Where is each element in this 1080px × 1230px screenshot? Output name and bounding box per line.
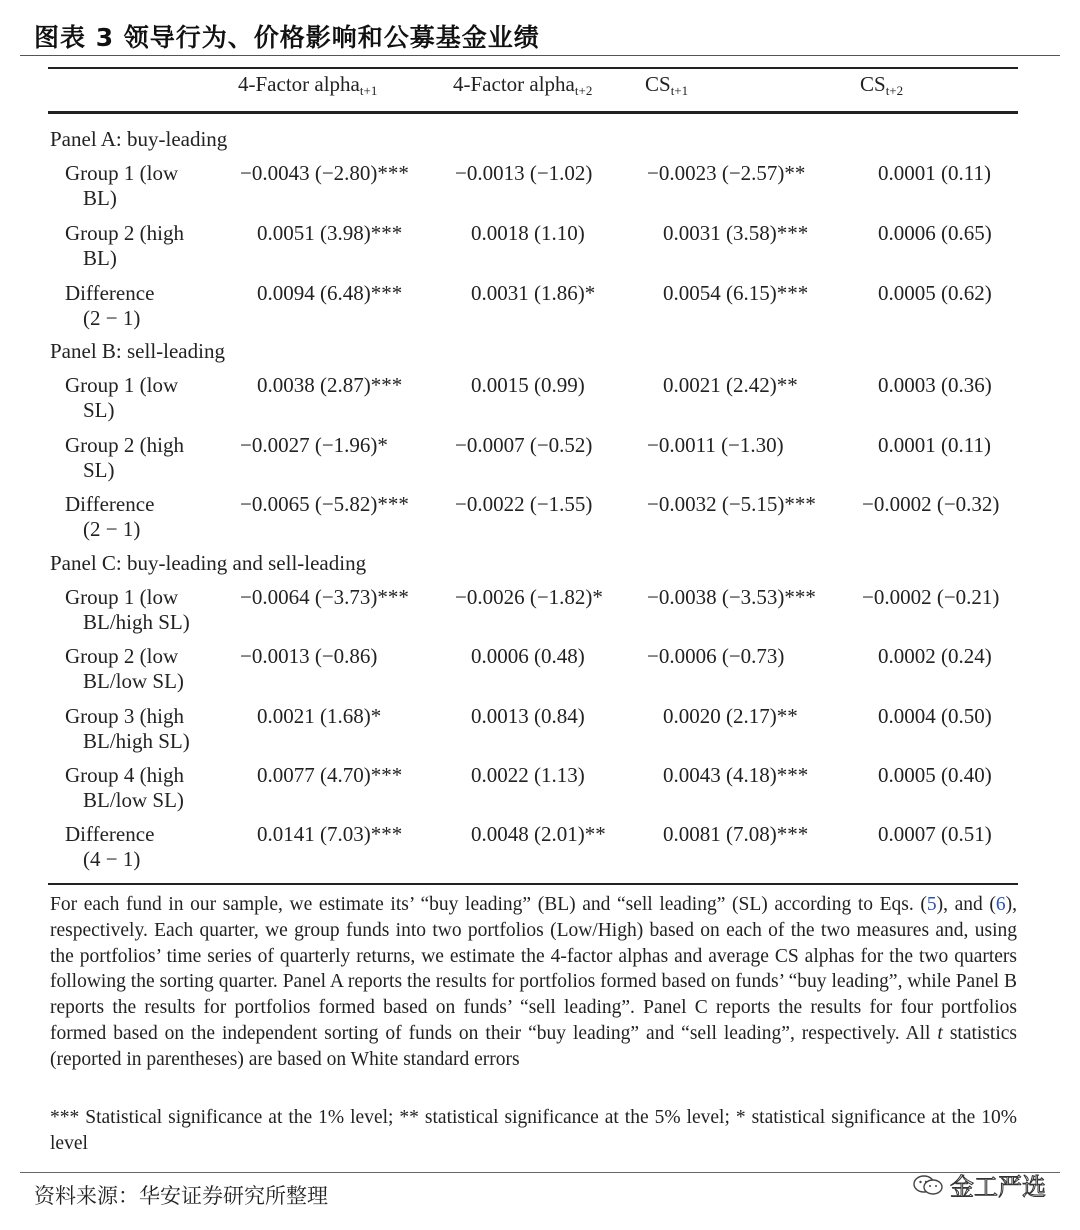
row-label [65,822,154,872]
row-label-line2: (2 − 1) [83,306,141,330]
row-label-line2: (4 − 1) [83,847,141,871]
table-cell: −0.0022 (−1.55) [455,492,593,516]
table-cell: 0.0005 (0.40) [878,763,992,787]
row-label-line2: BL/high SL) [83,610,190,634]
table-cell: 0.0007 (0.51) [878,822,992,846]
table-cell: 0.0094 (6.48)*** [257,281,403,305]
row-label-line1: Difference [65,281,155,305]
row-label [65,433,184,483]
row-label-line2: BL) [83,186,117,210]
table-cell: 0.0006 (0.65) [878,221,992,245]
table-note: For each fund in our sample, we estimate its’ “buy leading” (BL) and “sell leading” (SL) according to Eqs. (5), and (6), respectively. Each quarter, we group funds into two portfolios (Low/High) based on each of the two measures and, using the portfolios’ time series of quarterly returns, we estimate the 4-factor alphas and average CS alphas for the two quarters following the sorting quarter. Panel A reports the results for portfolios formed based on funds’ “buy leading”, while Panel B reports the results for portfolios formed based on funds’ “sell leading”. Panel C reports the results for four portfolios formed based on the independent sorting of funds on their “buy leading” and “sell leading”, respectively. All t statistics (reported in parentheses) are based on White standard errors [50,894,1017,1070]
row-label [65,221,184,271]
table-cell: 0.0051 (3.98)*** [257,221,403,245]
table-cell: −0.0013 (−0.86) [240,644,378,668]
table-cell: 0.0031 (1.86)* [471,281,596,305]
source-line: 资料来源：华安证券研究所整理 [34,1184,328,1208]
col-header-cs-t2: $CS_{t+2}$ [860,72,904,98]
table-cell: 0.0054 (6.15)*** [663,281,809,305]
row-label [65,373,178,423]
table-cell: −0.0011 (−1.30) [647,433,784,457]
table-cell: −0.0038 (−3.53)*** [647,585,816,609]
equation-link-6[interactable]: 6 [995,894,1006,915]
table-cell: 0.0081 (7.08)*** [663,822,809,846]
table-cell: −0.0023 (−2.57)** [647,161,806,185]
table-cell: 0.0002 (0.24) [878,644,992,668]
title-divider [20,55,1060,56]
table-cell: −0.0013 (−1.02) [455,161,593,185]
table-cell: −0.0032 (−5.15)*** [647,492,816,516]
row-label [65,644,184,694]
row-label-line1: Group 4 (high [65,763,184,787]
table-cell: 0.0013 (0.84) [471,704,585,728]
row-label-line1: Group 2 (high [65,433,184,457]
col-header-alpha-t1: 4-Factor alpha$_{t+1}$ [238,72,378,98]
table-cell: −0.0064 (−3.73)*** [240,585,409,609]
table-cell: 0.0038 (2.87)*** [257,373,403,397]
row-label-line1: Difference [65,492,155,516]
table-cell: −0.0007 (−0.52) [455,433,593,457]
row-label-line1: Group 2 (high [65,221,184,245]
panel-c-title: Panel C: buy-leading and sell-leading [50,551,367,575]
table-cell: 0.0001 (0.11) [878,161,991,185]
row-label-line2: BL/low SL) [83,788,184,812]
table-cell: 0.0141 (7.03)*** [257,822,403,846]
table-cell: 0.0018 (1.10) [471,221,585,245]
row-label-line2: (2 − 1) [83,517,141,541]
col-header-cs-t1: $CS_{t+1}$ [645,72,689,98]
table-cell: −0.0002 (−0.32) [862,492,1000,516]
table-cell: 0.0048 (2.01)** [471,822,606,846]
row-label-line1: Difference [65,822,155,846]
equation-link-5[interactable]: 5 [926,894,937,915]
row-label [65,161,178,211]
wechat-icon [912,1174,944,1196]
row-label [65,281,154,331]
watermark-text: 金工严选 [950,1173,1046,1201]
table-cell: −0.0065 (−5.82)*** [240,492,409,516]
significance-note: *** Statistical significance at the 1% level; ** statistical significance at the 5% level; * statistical significance at the 10% level [50,1107,1017,1154]
table-bottom-rule [48,883,1018,885]
row-label-line1: Group 1 (low [65,585,179,609]
table-cell: 0.0003 (0.36) [878,373,992,397]
col-header-alpha-t2: 4-Factor alpha$_{t+2}$ [453,72,593,98]
table-cell: 0.0077 (4.70)*** [257,763,403,787]
table-cell: −0.0026 (−1.82)* [455,585,603,609]
table-cell: 0.0006 (0.48) [471,644,585,668]
row-label [65,763,184,813]
table-cell: −0.0043 (−2.80)*** [240,161,409,185]
panel-b-title: Panel B: sell-leading [50,339,225,363]
row-label-line1: Group 3 (high [65,704,184,728]
row-label-line2: BL/high SL) [83,729,190,753]
table-cell: 0.0020 (2.17)** [663,704,798,728]
row-label [65,492,154,542]
watermark [912,1167,1046,1202]
table-cell: 0.0005 (0.62) [878,281,992,305]
table-cell: 0.0021 (1.68)* [257,704,382,728]
table-cell: −0.0027 (−1.96)* [240,433,388,457]
table-cell: 0.0001 (0.11) [878,433,991,457]
row-label-line1: Group 1 (low [65,373,179,397]
table-cell: 0.0022 (1.13) [471,763,585,787]
row-label-line2: SL) [83,398,115,422]
table-cell: 0.0043 (4.18)*** [663,763,809,787]
row-label-line2: BL) [83,246,117,270]
source-divider [20,1172,1060,1173]
table-cell: 0.0021 (2.42)** [663,373,798,397]
row-label-line1: Group 2 (low [65,644,179,668]
panel-a-title: Panel A: buy-leading [50,127,228,151]
row-label [65,704,190,754]
row-label-line2: SL) [83,458,115,482]
table-cell: −0.0002 (−0.21) [862,585,1000,609]
row-label [65,585,190,635]
table-cell: −0.0006 (−0.73) [647,644,785,668]
table-top-rule [48,67,1018,69]
row-label-line2: BL/low SL) [83,669,184,693]
table-cell: 0.0004 (0.50) [878,704,992,728]
table-cell: 0.0031 (3.58)*** [663,221,809,245]
row-label-line1: Group 1 (low [65,161,179,185]
table-cell: 0.0015 (0.99) [471,373,585,397]
header-bottom-rule [48,111,1018,114]
figure-title: 图表 3 领导行为、价格影响和公募基金业绩 [34,23,540,52]
